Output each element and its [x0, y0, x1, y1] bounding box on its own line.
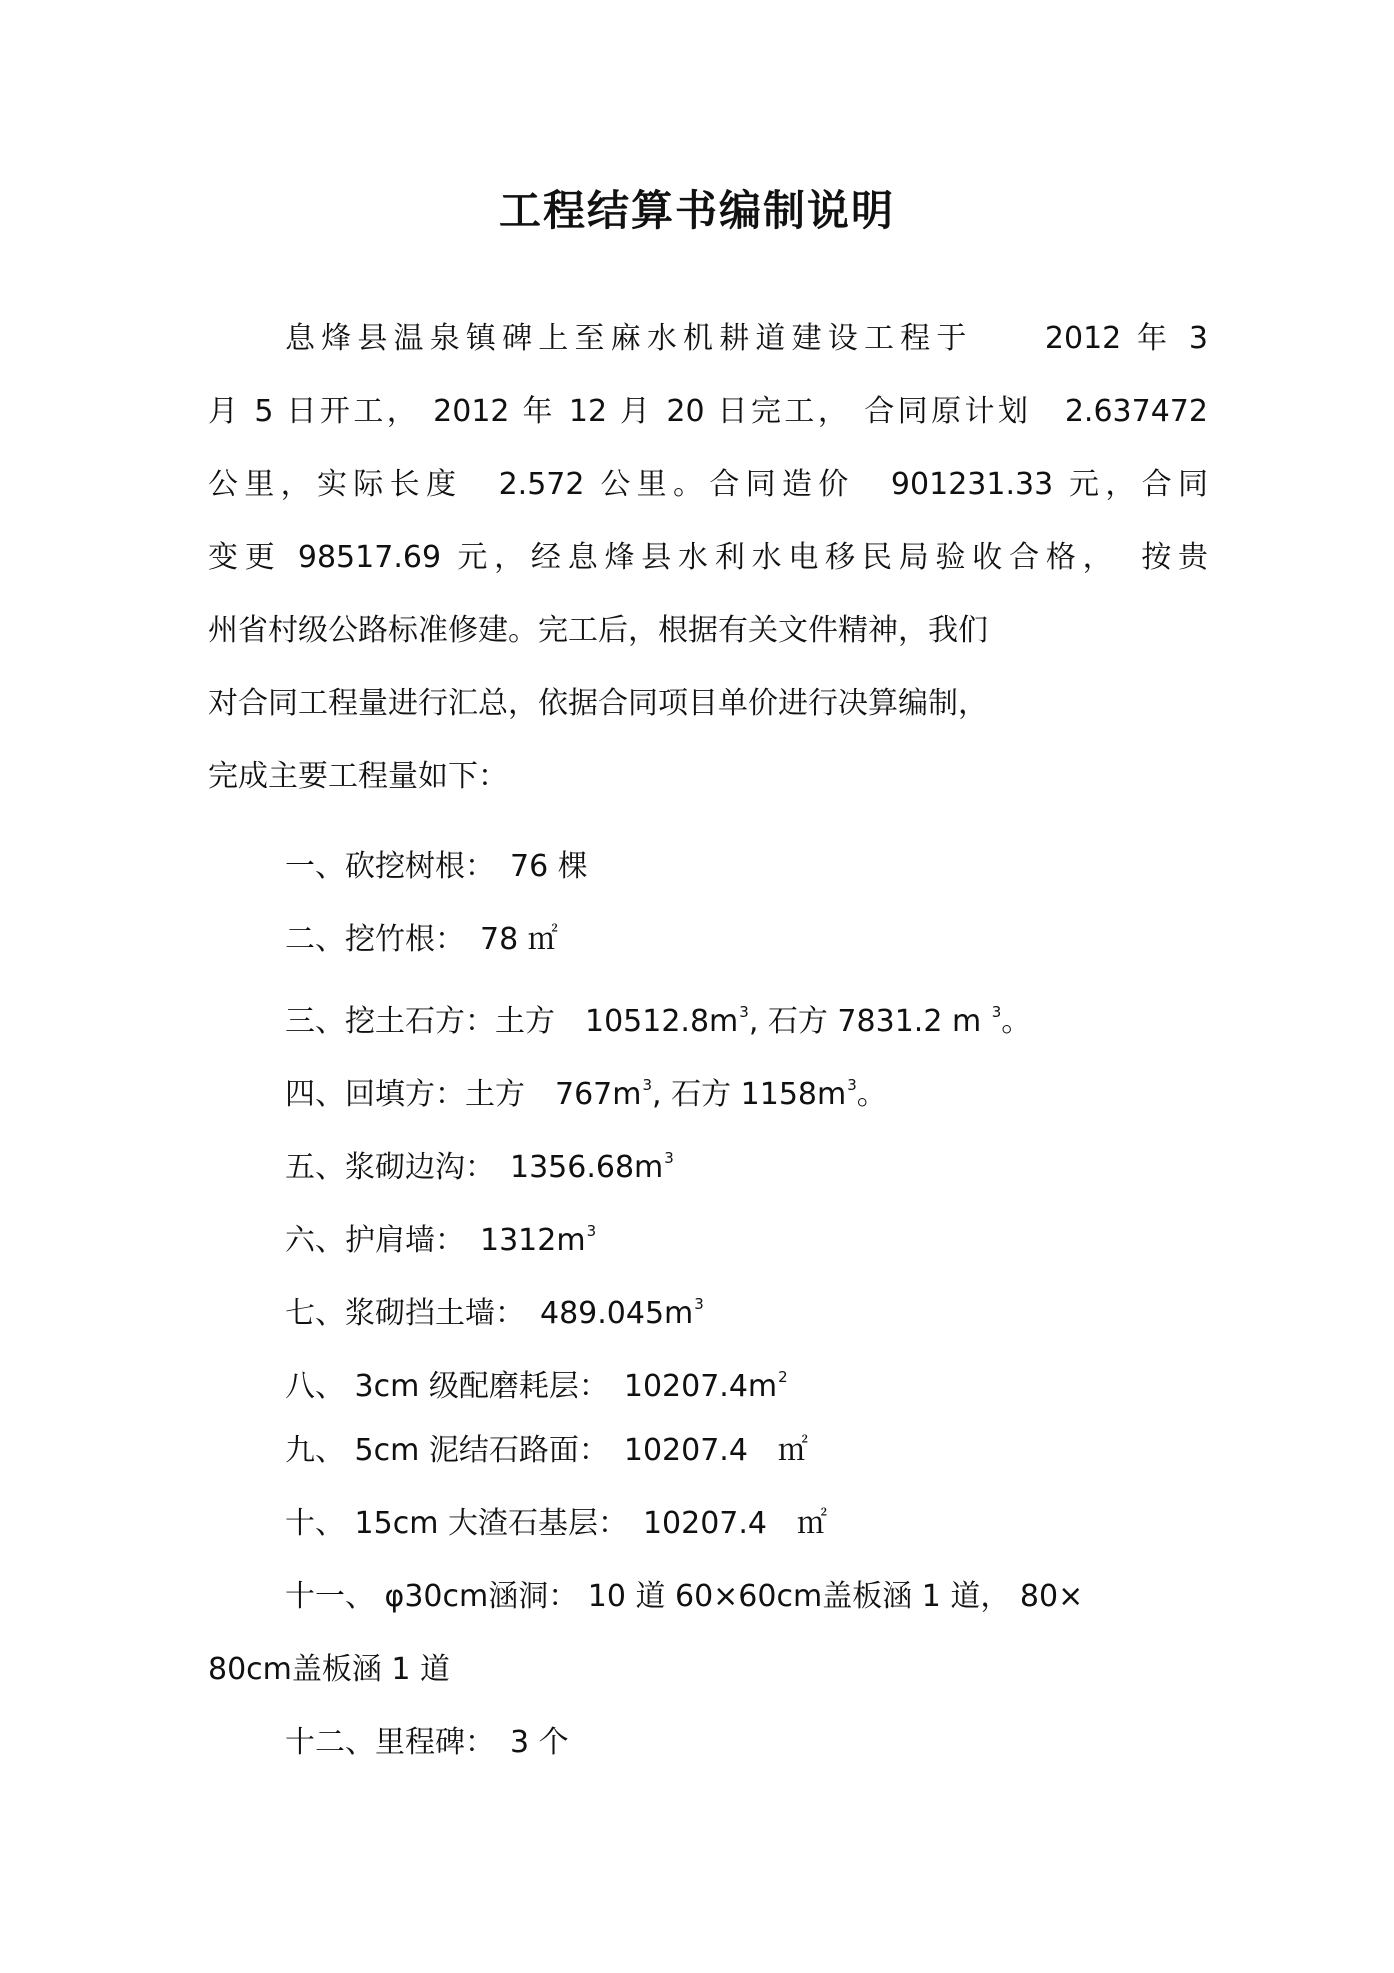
- item-text: 六、护肩墙： 1312m: [285, 1223, 586, 1258]
- superscript: 3: [847, 1076, 857, 1094]
- list-item: [285, 1414, 808, 1487]
- superscript: 3: [642, 1076, 653, 1094]
- intro-line: 公里，实际长度 2.572 公里。合同造价 901231.33 元，合同: [208, 467, 1208, 502]
- item-text: 一、砍挖树根： 76 棵: [285, 849, 588, 884]
- item-text: 九、 5cm 泥结石路面： 10207.4 ㎡: [285, 1433, 808, 1468]
- item-text: 七、浆砌挡土墙： 489.045m: [285, 1296, 694, 1331]
- item-text: , 石方 7831.2 m: [748, 1004, 991, 1039]
- item-text: 二、挖竹根： 78 ㎡: [285, 922, 558, 957]
- document-title: 工程结算书编制说明: [498, 186, 895, 235]
- intro-line: 月 5 日开工， 2012 年 12 月 20 日完工， 合同原计划 2.637472: [208, 394, 1208, 429]
- list-item: [285, 1341, 788, 1414]
- superscript: 3: [991, 1003, 1002, 1021]
- list-item: [285, 1049, 887, 1122]
- list-item-continuation: [208, 1633, 450, 1706]
- intro-line: 变更 98517.69 元，经息烽县水利水电移民局验收合格， 按贵: [208, 540, 1208, 575]
- intro-line: 州省村级公路标准修建。完工后，根据有关文件精神，我们: [208, 613, 988, 648]
- list-item: [285, 1560, 1083, 1633]
- list-item: [285, 1122, 674, 1195]
- item-text: 。: [1001, 1004, 1032, 1039]
- superscript: 3: [586, 1222, 597, 1240]
- intro-paragraph: [208, 302, 1208, 813]
- list-item: [285, 903, 558, 976]
- item-text: 三、挖土石方：土方 10512.8m: [285, 1004, 739, 1039]
- intro-line: 完成主要工程量如下：: [208, 759, 508, 794]
- list-item: [285, 830, 588, 903]
- superscript: 2: [778, 1368, 788, 1386]
- item-text: 80cm盖板涵 1 道: [208, 1652, 451, 1687]
- item-text: 。: [856, 1077, 887, 1112]
- superscript: 3: [739, 1003, 749, 1021]
- superscript: 3: [664, 1149, 674, 1167]
- list-item: [285, 1487, 827, 1560]
- list-item: [285, 1195, 596, 1268]
- item-text: 十一、 φ30cm涵洞： 10 道 60×60cm盖板涵 1 道， 80×: [285, 1579, 1084, 1614]
- list-item: [285, 976, 1031, 1049]
- item-text: 十、 15cm 大渣石基层： 10207.4 ㎡: [285, 1506, 828, 1541]
- item-text: 八、 3cm 级配磨耗层： 10207.4m: [285, 1369, 778, 1404]
- list-item: [285, 1706, 569, 1779]
- item-text: , 石方 1158m: [652, 1077, 847, 1112]
- intro-line: 对合同工程量进行汇总，依据合同项目单价进行决算编制，: [208, 686, 988, 721]
- item-text: 四、回填方：土方 767m: [285, 1077, 642, 1112]
- intro-line: 息烽县温泉镇碑上至麻水机耕道建设工程于 2012 年 3: [285, 321, 1208, 356]
- item-text: 五、浆砌边沟： 1356.68m: [285, 1150, 664, 1185]
- list-item: [285, 1268, 704, 1341]
- item-text: 十二、里程碑： 3 个: [285, 1725, 569, 1760]
- superscript: 3: [694, 1295, 704, 1313]
